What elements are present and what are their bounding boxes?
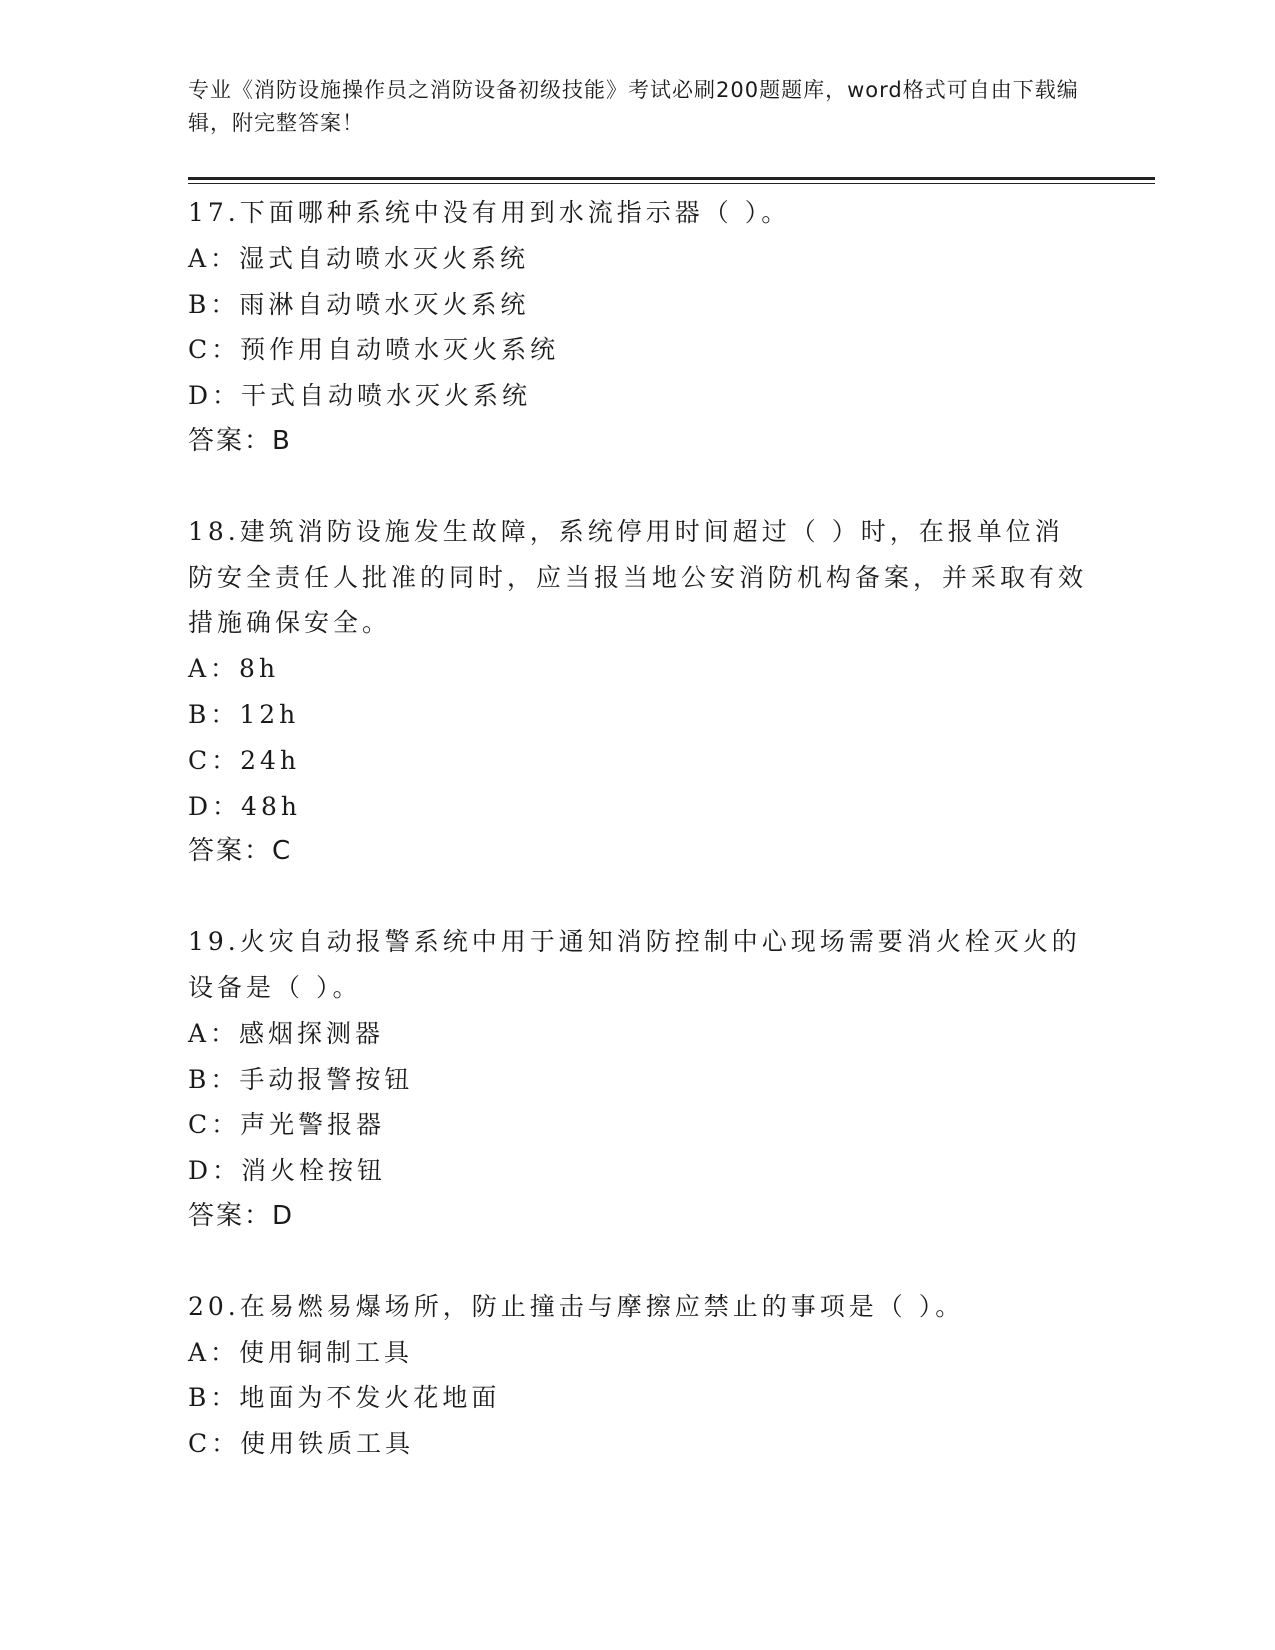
question-stem: 17.下面哪种系统中没有用到水流指示器（ ）。 <box>188 198 791 227</box>
option-b: B：雨淋自动喷水灭火系统 <box>188 289 530 319</box>
header-divider-thin <box>188 183 1155 184</box>
question-19 <box>188 919 1088 1240</box>
option-a: A：使用铜制工具 <box>188 1337 414 1367</box>
option-a: A：感烟探测器 <box>188 1018 385 1048</box>
option-c: C：预作用自动喷水灭火系统 <box>188 335 560 365</box>
question-20 <box>188 1284 1088 1467</box>
question-list <box>188 190 1088 1511</box>
option-c: C：声光警报器 <box>188 1110 386 1140</box>
option-d: D：干式自动喷水灭火系统 <box>188 381 532 411</box>
document-header: 专业《消防设施操作员之消防设备初级技能》考试必刷200题题库，word格式可自由下载编辑，附完整答案！ <box>188 78 1079 135</box>
question-stem: 20.在易燃易爆场所，防止撞击与摩擦应禁止的事项是（ ）。 <box>188 1291 965 1321</box>
answer-line: 答案：B <box>188 425 292 456</box>
option-c: C：使用铁质工具 <box>188 1429 415 1459</box>
question-stem: 18.建筑消防设施发生故障，系统停用时间超过（ ）时，在报单位消防安全责任人批准的同时，应当报当地公安消防机构备案，并采取有效措施确保安全。 <box>188 516 1088 638</box>
option-d: D：48h <box>188 791 301 821</box>
question-stem: 19.火灾自动报警系统中用于通知消防控制中心现场需要消火栓灭火的设备是（ ）。 <box>188 927 1081 1002</box>
header-divider-thick <box>188 177 1155 180</box>
option-d: D：消火栓按钮 <box>188 1156 387 1186</box>
question-17 <box>188 190 1088 465</box>
answer-line: 答案：D <box>188 1200 295 1231</box>
question-18 <box>188 509 1088 875</box>
answer-line: 答案：C <box>188 836 293 867</box>
option-b: B：地面为不发火花地面 <box>188 1383 501 1413</box>
option-b: B：12h <box>188 699 300 729</box>
option-b: B：手动报警按钮 <box>188 1064 414 1094</box>
option-a: A：8h <box>188 654 280 684</box>
option-a: A：湿式自动喷水灭火系统 <box>188 243 530 273</box>
option-c: C：24h <box>188 745 301 775</box>
